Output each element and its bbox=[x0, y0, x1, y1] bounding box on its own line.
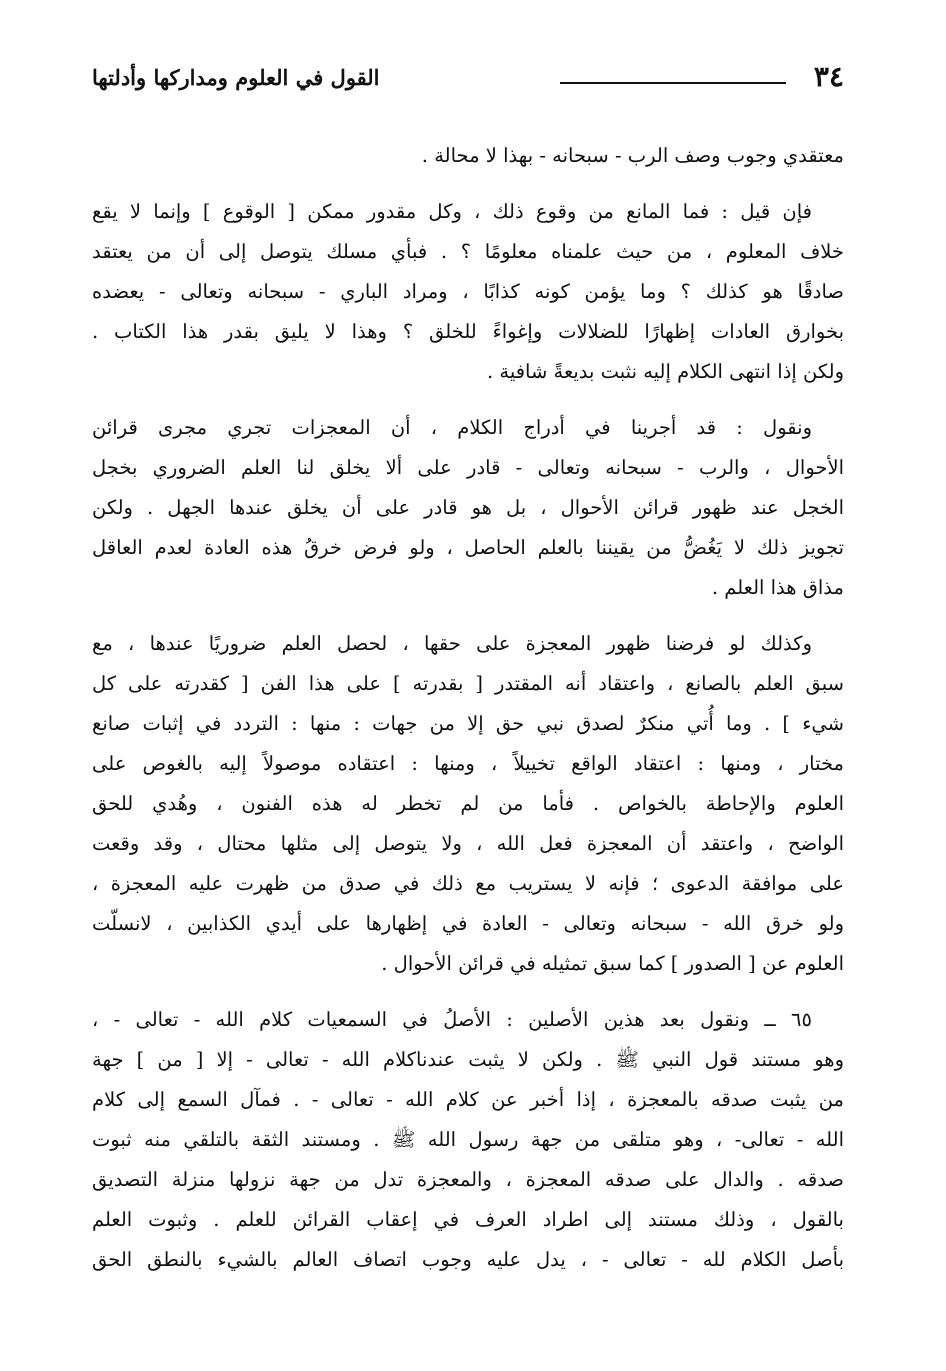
paragraph-gap bbox=[92, 984, 844, 1000]
text-line: ونقول : قد أجرينا في أدراج الكلام ، أن المعجزات تجري مجرى قرائن bbox=[92, 416, 812, 439]
text-line: الخجل عند ظهور قرائن الأحوال ، بل هو قادر على أن يخلق عندها الجهل . ولكن bbox=[92, 496, 844, 519]
paragraph-continuation bbox=[92, 136, 844, 176]
text-line: العلوم عن [ الصدور ] كما سبق تمثيله في قرائن الأحوال . bbox=[381, 952, 844, 975]
paragraph-reply bbox=[92, 408, 844, 608]
paragraph-gap bbox=[92, 392, 844, 408]
running-title: القول في العلوم ومداركها وأدلتها bbox=[92, 65, 380, 90]
text-line: بأصل الكلام لله - تعالى - ، يدل عليه وجوب اتصاف العالم بالشيء بالنطق الحق bbox=[92, 1248, 844, 1271]
text-line: الواضح ، واعتقد أن المعجزة فعل الله ، ولا يتوصل إلى مثلها محتال ، وقد وقعت bbox=[92, 832, 844, 855]
text-line: من يثبت صدقه بالمعجزة ، إذا أخبر عن كلام الله - تعالى - . فمآل السمع إلى كلام bbox=[92, 1088, 844, 1111]
text-line: بخوارق العادات إظهارًا للضلالات وإغواءً للخلق ؟ وهذا لا يليق بقدر هذا الكتاب . bbox=[92, 320, 844, 343]
text-line: الله - تعالى- ، وهو متلقى من جهة رسول الله ﷺ . ومستند الثقة بالتلقي منه ثبوت bbox=[92, 1128, 844, 1151]
text-line: بالقول ، وذلك مستند إلى اطراد العرف في إعقاب القرائن للعلم . وثبوت العلم bbox=[92, 1208, 844, 1231]
text-line: ٦٥ ــ ونقول بعد هذين الأصلين : الأصلُ في السمعيات كلام الله - تعالى - ، bbox=[92, 1008, 812, 1031]
text-line: خلاف المعلوم ، من حيث علمناه معلومًا ؟ . فبأي مسلك يتوصل إلى أن من يعتقد bbox=[92, 240, 844, 263]
text-line: وهو مستند قول النبي ﷺ . ولكن لا يثبت عندناكلام الله - تعالى - إلا [ من ] جهة bbox=[92, 1048, 844, 1071]
page-body bbox=[92, 136, 844, 1280]
text-line: فإن قيل : فما المانع من وقوع ذلك ، وكل مقدور ممكن [ الوقوع ] وإنما لا يقع bbox=[92, 200, 812, 223]
text-line: ولو خرق الله - سبحانه وتعالى - العادة في إظهارها على أيدي الكذابين ، لانسلّت bbox=[92, 912, 844, 935]
text-line: العلوم والإحاطة بالخواص . فأما من لم تخطر له هذه الفنون ، وهُدي للحق bbox=[92, 792, 844, 815]
paragraph-miracle bbox=[92, 624, 844, 984]
page-header bbox=[92, 62, 844, 102]
text-line: الأحوال ، والرب - سبحانه وتعالى - قادر على ألا يخلق لنا العلم الضروري بخجل bbox=[92, 456, 844, 479]
text-line: وكذلك لو فرضنا ظهور المعجزة على حقها ، لحصل العلم ضروريًا عندها ، مع bbox=[92, 632, 812, 655]
text-line: صادقًا هو كذلك ؟ وما يؤمن كونه كذابًا ، ومراد الباري - سبحانه وتعالى - يعضده bbox=[92, 280, 844, 303]
text-line: تجويز ذلك لا يَغُضُّ من يقيننا بالعلم الحاصل ، ولو فرض خرقُ هذه العادة لعدم العاقل bbox=[92, 536, 844, 559]
text-line: مذاق هذا العلم . bbox=[711, 576, 844, 599]
text-line: صدقه . والدال على صدقه المعجزة ، والمعجزة تدل من جهة نزولها منزلة التصديق bbox=[92, 1168, 844, 1191]
text-line: شيء ] . وما أُتي منكرٌ لصدق نبي حق إلا من جهات : منها : التردد في إثبات صانع bbox=[92, 712, 844, 735]
text-line: ولكن إذا انتهى الكلام إليه نثبت بديعةً شافية . bbox=[486, 360, 844, 383]
text-line: سبق العلم بالصانع ، واعتقاد أنه المقتدر [ بقدرته ] على هذا الفن [ كقدرته على كل bbox=[92, 672, 844, 695]
paragraph-gap bbox=[92, 608, 844, 624]
header-rule bbox=[560, 82, 786, 84]
text-line: معتقدي وجوب وصف الرب - سبحانه - بهذا لا محالة . bbox=[421, 144, 844, 167]
paragraph-objection bbox=[92, 192, 844, 392]
paragraph-gap bbox=[92, 176, 844, 192]
text-line: مختار ، ومنها : اعتقاد الواقع تخييلاً ، ومنها : اعتقاده موصولاً إليه بالغوص على bbox=[92, 752, 844, 775]
page-number: ٣٤ bbox=[813, 60, 844, 93]
text-line: على موافقة الدعوى ؛ فإنه لا يستريب مع ذلك في صدق من ظهرت عليه المعجزة ، bbox=[92, 872, 844, 895]
paragraph-section-65 bbox=[92, 1000, 844, 1280]
